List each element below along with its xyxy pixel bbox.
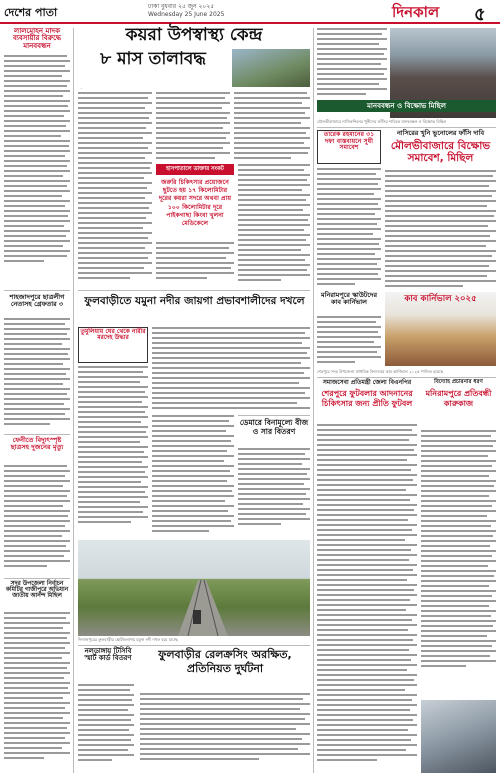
lead-byline	[78, 88, 82, 89]
lead-body-col2	[156, 92, 230, 162]
sherpur-headline: শেরপুরে ফুটবলার আদনানের চিকিৎসার জন্য প্রীতি ফুটবল	[321, 389, 413, 408]
jamuna-article	[152, 327, 310, 411]
newspaper-logo: দিনকাল	[392, 3, 440, 21]
monirampur-headline: মনিরামপুরে স্কাউটদের কাব কার্নিভাল	[320, 291, 378, 306]
rally-banner: মানববন্ধন ও বিক্ষোভ মিছিল	[317, 100, 496, 112]
lead-body-col3	[234, 92, 310, 162]
hospital-box-body: জরুরি চিকিৎসার প্রয়োজনে ছুটতে হয় ১৭ কিলোমিটার দূরের কয়রা সদরে অথবা প্রায় ১০০ কিলোমিটার দূরে পাইকগাছা কিংবা খুলনা মেডিকেলে	[158, 179, 232, 228]
monirampur2-photo	[421, 700, 496, 773]
section-title: দেশের পাতা	[4, 6, 58, 19]
left-headline-1: লালমোহন মাদক ব্যবসায়ীর বিরুদ্ধে মানববন্ধন	[12, 27, 62, 50]
rally-photo-caption: মৌলভীবাজারে নাসিরুদ্দিনের খুনীদের ফাঁসির দাবিতে মানববন্ধন ও বিক্ষোভ মিছিল	[317, 119, 447, 124]
rail-photo-svg	[78, 540, 310, 636]
carnival-photo-caption: শেরপুরে সদর উপজেলা প্রাথমিক বিদ্যালয়ে কাব কার্নিভাল ২০২৫ পালিত হয়েছে	[317, 369, 444, 374]
monirampur2-headline: মনিরামপুরে প্রতিবন্ধী কারুকাজ	[425, 389, 492, 408]
left-headline-4: সদর উপজেলা নির্বাচন কমিটির গাজীপুরে অভিযান জাতীয় আনন্দ মিছিল	[5, 581, 69, 600]
tarek-article	[317, 168, 381, 288]
jamuna-article-2	[152, 415, 234, 538]
date-english: Wednesday 25 June 2025	[148, 11, 225, 18]
rail-article	[140, 693, 310, 773]
rail-photo-caption: দিনাজপুরের ফুলবাড়ীর ছোটজলাশয় যমুনা নদী দখল হয়ে যাচ্ছে	[78, 637, 178, 642]
clinic-photo	[232, 49, 310, 87]
left-article-1	[4, 55, 70, 275]
nasir-article	[385, 170, 496, 288]
lead-headline-line2: ৮ মাস তালাবদ্ধ	[100, 49, 206, 69]
tiny-article	[78, 366, 148, 538]
left-headline-2: শাহজাদপুরে ছাত্রলীগ নেতাসহ গ্রেফতার ৩	[9, 293, 65, 308]
issue-date	[148, 3, 224, 19]
lead-body-col1	[78, 92, 152, 284]
monirampur-article	[317, 316, 381, 366]
naldanga-headline: নলডাঙ্গায় টিসিবি স্মার্ট কার্ড বিতরণ	[84, 647, 132, 663]
middle-article-top	[317, 28, 387, 98]
monirampur2-kicker: বিদ্যোহ প্রচারনার ধরণ	[434, 379, 483, 385]
left-article-4	[4, 612, 70, 772]
tiny-headline: তুমুলিয়ায় ঘের থেকে নারীর মরদেহ উদ্ধার	[80, 328, 146, 342]
sherpur-kicker: সমাজসেবা প্রতিমন্ত্রী জেলা বিএনপির	[322, 379, 412, 386]
rail-photo	[78, 540, 310, 636]
hospital-box-title: হাসপাতালে ডাক্তার সংকট	[156, 164, 234, 175]
lead-body-col4	[238, 164, 310, 284]
dumuria-headline: ডেমারে বিনামূল্যে বীজ ও সার বিতরণ	[239, 418, 309, 436]
left-article-2	[4, 318, 70, 433]
jamuna-headline: ফুলবাড়ীতে যমুনা নদীর জায়গা প্রভাবশালীদের দখলে	[84, 295, 305, 307]
left-headline-3: ফেনীতে বিদ্যুৎস্পৃষ্ট ছাত্রসহ দুজনের মৃত্যু	[10, 436, 64, 451]
date-bangla: ঢাকা বুধবার ২৫ জুন ২০২৫	[148, 3, 215, 10]
page-number: ৫	[474, 4, 486, 25]
nasir-kicker: নাসিরের খুনি ভুনোলের ফাঁসি দাবি	[396, 129, 485, 137]
rail-headline: ফুলবাড়ীর রেলক্রসিং অরক্ষিত, প্রতিনিয়ত দুর্ঘটনা	[158, 648, 292, 675]
left-article-3	[4, 465, 70, 575]
nasir-headline: মৌলভীবাজারে বিক্ষোভ সমাবেশ, মিছিল	[390, 140, 491, 164]
page-header	[0, 0, 500, 24]
lead-headline-line1: কয়রা উপস্বাস্থ্য কেন্দ্র	[125, 25, 263, 45]
carnival-banner: কাব কার্নিভাল ২০২৫	[404, 294, 477, 304]
lead-body-col5	[156, 242, 234, 284]
naldanga-article	[78, 684, 134, 773]
sherpur-article	[317, 424, 417, 773]
dumuria-article	[238, 448, 310, 538]
monirampur2-article	[421, 430, 496, 695]
tarek-headline: তারেক রহমানের ৩১ দফা বাস্তবায়নে সুধী সমাবেশ	[323, 131, 375, 151]
